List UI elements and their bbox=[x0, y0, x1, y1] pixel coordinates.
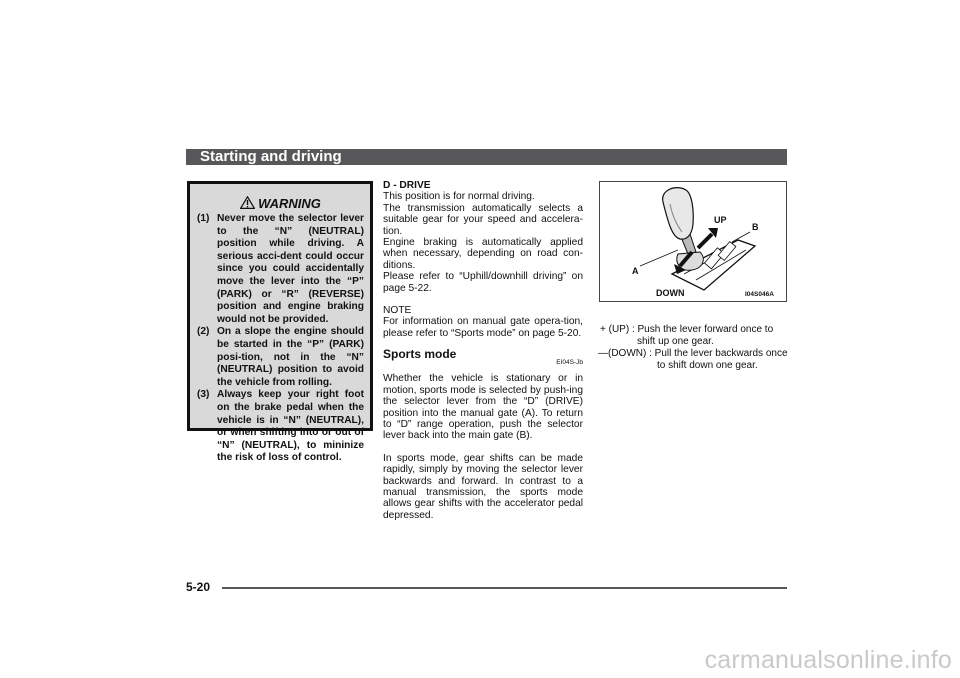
drive-heading: D - DRIVE bbox=[383, 180, 431, 191]
footer-rule bbox=[222, 587, 787, 589]
selector-lever-illustration bbox=[600, 182, 786, 301]
sports-mode-title: Sports mode bbox=[383, 347, 457, 362]
legend-text: Push the lever forward once to shift up one gear. bbox=[637, 324, 774, 347]
warning-item bbox=[197, 389, 364, 465]
warning-list bbox=[197, 213, 364, 465]
warning-item-text: Always keep your right foot on the brake pedal when the vehicle is in “N” (NEUTRAL), or when shifting into or out of “N” (NEUTRAL), to mininize the risk of loss of control. bbox=[217, 389, 364, 464]
selector-lever-figure bbox=[599, 181, 787, 302]
warning-item-number: (1) bbox=[197, 213, 210, 224]
section-header-bar bbox=[186, 149, 787, 165]
drive-paragraph: Please refer to “Uphill/downhill driving” on page 5-22. bbox=[383, 271, 583, 294]
watermark: carmanualsonline.info bbox=[704, 646, 952, 674]
warning-box bbox=[187, 181, 373, 464]
note-label: NOTE bbox=[383, 305, 412, 317]
figure-label-up: UP bbox=[714, 215, 727, 225]
drive-paragraph: The transmission automatically selects a suitable gear for your speed and accelera-tion. bbox=[383, 202, 583, 237]
legend-item-up bbox=[600, 324, 790, 348]
legend-key: —(DOWN) : bbox=[598, 348, 652, 359]
figure-legend bbox=[598, 324, 790, 372]
main-text-column bbox=[383, 180, 583, 521]
section-title: Starting and driving bbox=[200, 148, 342, 165]
sports-mode-code: EI04S-Jb bbox=[556, 359, 583, 367]
warning-item-text: Never move the selector lever to the “N” (NEUTRAL) position while driving. A serious acci-dent could occur since you could accidentally move the lever into the “P” (PARK) or “R” (REVERSE) position and engine braking would not be provided. bbox=[217, 213, 364, 325]
sports-paragraph: Whether the vehicle is stationary or in motion, sports mode is selected by push-ing the selector lever from the “D” (DRIVE) position into the manual gate (A). To return to “D” range operation, push the selector lever back into the main gate (B). bbox=[383, 373, 583, 442]
page-number: 5-20 bbox=[186, 580, 211, 594]
figure-label-down: DOWN bbox=[656, 288, 685, 298]
legend-text: Pull the lever backwards once to shift down one gear. bbox=[654, 348, 788, 371]
sports-paragraph: In sports mode, gear shifts can be made rapidly, simply by moving the selector lever backwards and forward. In contrast to a manual transmission, the sports mode allows gear shifts with the accelerator pedal depressed. bbox=[383, 452, 583, 521]
warning-heading bbox=[197, 196, 364, 212]
spacer bbox=[383, 294, 583, 305]
figure-label-a: A bbox=[632, 266, 639, 276]
drive-paragraph: Engine braking is automatically applied when necessary, depending on road con-ditions. bbox=[383, 237, 583, 271]
spacer bbox=[383, 442, 583, 453]
warning-triangle-icon bbox=[240, 196, 255, 209]
figure-code: I04S046A bbox=[745, 291, 774, 298]
warning-item-number: (2) bbox=[197, 326, 210, 338]
warning-item bbox=[197, 326, 364, 389]
figure-label-b: B bbox=[752, 222, 759, 232]
note-text: For information on manual gate opera-tion, please refer to “Sports mode” on page 5-20. bbox=[383, 316, 583, 339]
warning-title: WARNING bbox=[258, 196, 321, 211]
warning-item bbox=[197, 213, 364, 326]
legend-item-down bbox=[598, 348, 790, 372]
drive-paragraph: This position is for normal driving. bbox=[383, 191, 535, 203]
warning-item-number: (3) bbox=[197, 389, 210, 401]
warning-item-text: On a slope the engine should be started in the “P” (PARK) posi-tion, not in the “N” (NEUTRAL) position to avoid the vehicle from rolling. bbox=[217, 326, 364, 388]
legend-key: + (UP) : bbox=[600, 324, 635, 335]
sports-mode-heading bbox=[383, 347, 583, 367]
